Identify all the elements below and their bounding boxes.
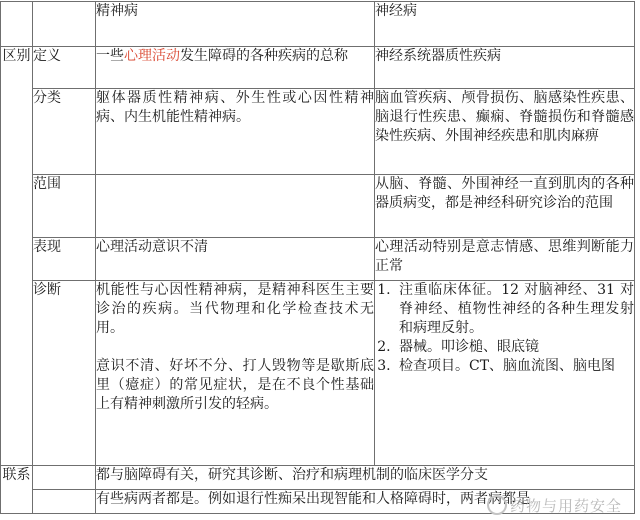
link-text-1: 都与脑障碍有关，研究其诊断、治疗和病理机制的临床医学分支 <box>96 466 635 490</box>
label-diagnosis: 诊断 <box>33 281 96 466</box>
diagnosis-neuro <box>375 281 635 466</box>
definition-neuro: 神经系统器质性疾病 <box>375 47 635 89</box>
list-item: 2. 器械。叩诊槌、眼底镜 <box>395 338 634 357</box>
header-mental-illness: 精神病 <box>96 2 375 47</box>
group-label-link: 联系 <box>1 466 33 514</box>
row-definition <box>1 47 635 89</box>
row-manifestation <box>1 238 635 281</box>
diagnosis-mental <box>96 281 375 466</box>
highlight-mental-activity: 心理活动 <box>124 48 180 64</box>
row-link-1 <box>1 466 635 490</box>
diagnosis-neuro-list <box>375 281 634 376</box>
classification-mental: 躯体器质性精神病、外生性或心因性精神病、内生机能性精神病。 <box>96 89 375 175</box>
row-scope <box>1 175 635 238</box>
row-diagnosis <box>1 281 635 466</box>
definition-mental: 一些心理活动发生障碍的各种疾病的总称 <box>96 47 375 89</box>
label-manifestation: 表现 <box>33 238 96 281</box>
classification-neuro: 脑血管疾病、颅骨损伤、脑感染性疾患、脑退行性疾患、癫痫、脊髓损伤和脊髓感染性疾病、外围神经疾患和肌肉麻痹 <box>375 89 635 175</box>
diagnosis-mental-paragraph-1: 机能性与心因性精神病，是精神科医生主要诊治的疾病。当代物理和化学检查技术无用。 <box>96 282 374 336</box>
label-definition: 定义 <box>33 47 96 89</box>
manifestation-mental: 心理活动意识不清 <box>96 238 375 281</box>
corner-cell <box>1 2 33 47</box>
link-text-2: 有些病两者都是。例如退行性痴呆出现智能和人格障碍时，两者病都是 <box>96 490 635 514</box>
corner-cell-2 <box>33 2 96 47</box>
wechat-icon <box>487 495 507 515</box>
manifestation-neuro: 心理活动特别是意志情感、思维判断能力正常 <box>375 238 635 281</box>
watermark: 药物与用药安全 <box>487 495 622 516</box>
label-scope: 范围 <box>33 175 96 238</box>
list-item: 1. 注重临床体征。12 对脑神经、31 对脊神经、植物性神经的各种生理发射和病理反射。 <box>395 281 634 338</box>
comparison-table <box>0 1 635 514</box>
diagnosis-mental-paragraph-2: 意识不清、好坏不分、打人毁物等是歇斯底里（癔症）的常见症状，是在不良个性基础上有精神刺激所引发的轻病。 <box>96 358 374 412</box>
header-row <box>1 2 635 47</box>
list-item: 3. 检查项目。CT、脑血流图、脑电图 <box>395 357 634 376</box>
scope-neuro: 从脑、脊髓、外围神经一直到肌肉的各种器质病变，都是神经科研究诊治的范围 <box>375 175 635 238</box>
label-classification: 分类 <box>33 89 96 175</box>
scope-mental <box>96 175 375 238</box>
header-neurological-disease: 神经病 <box>375 2 635 47</box>
group-label-difference: 区别 <box>1 47 33 466</box>
row-classification <box>1 89 635 175</box>
